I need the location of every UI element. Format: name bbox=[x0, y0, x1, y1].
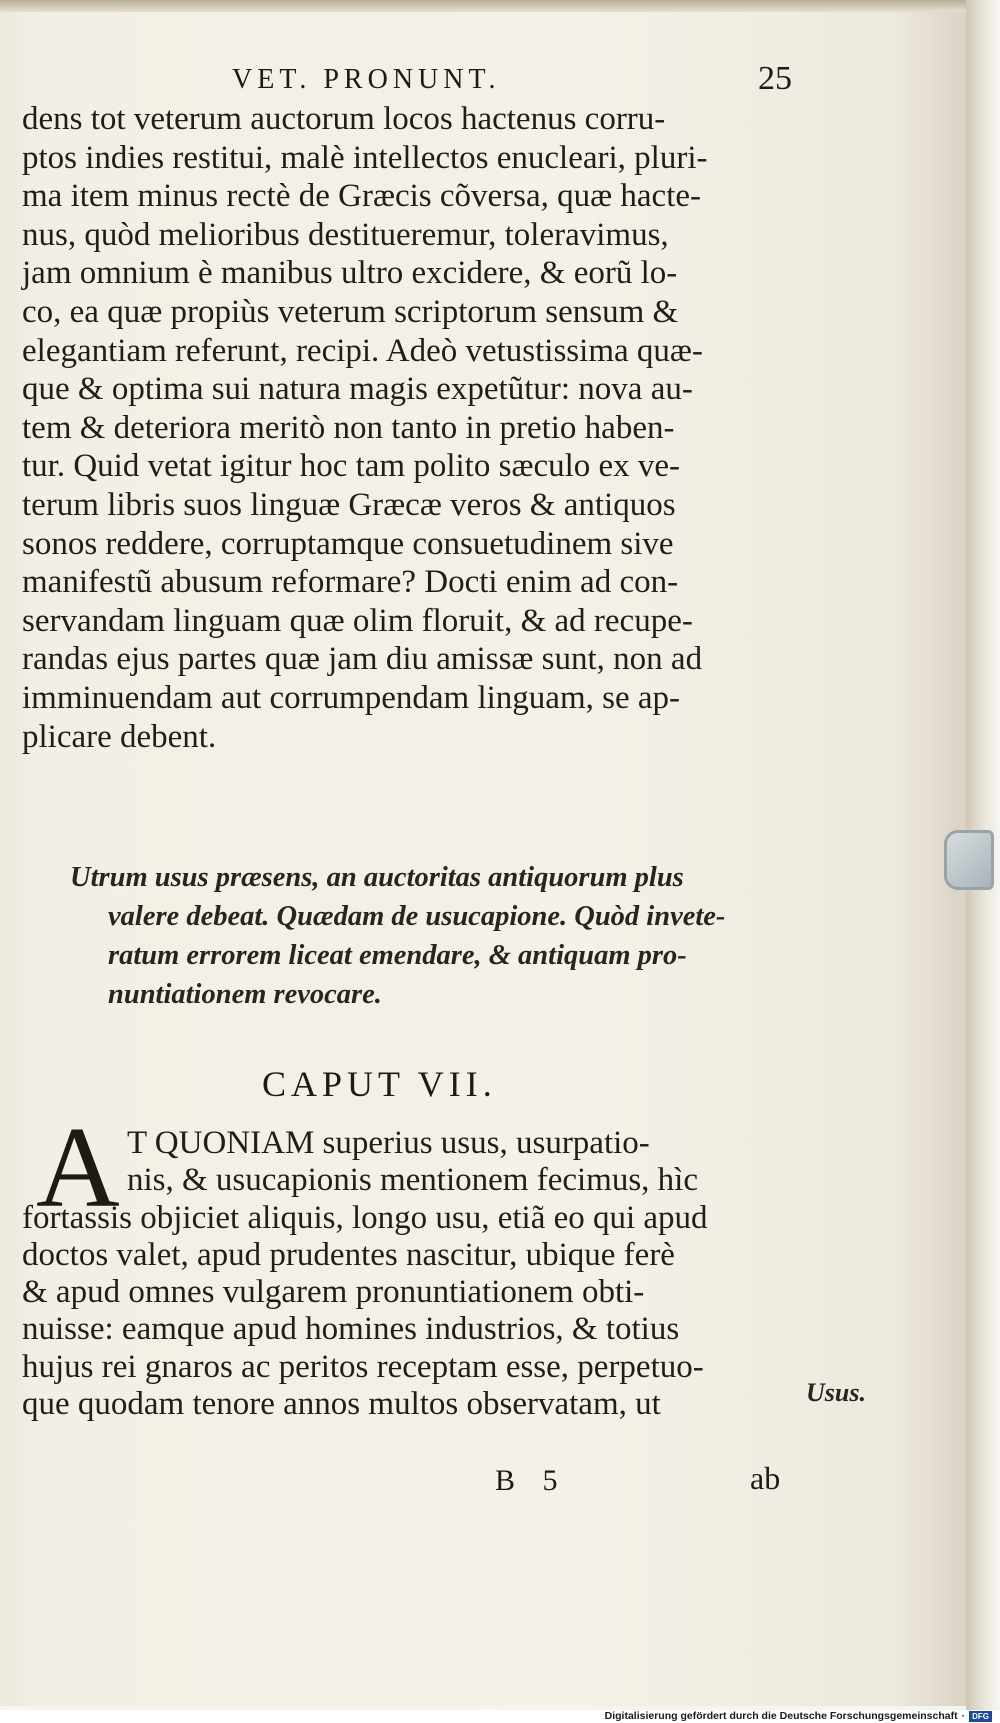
footer-credit: Digitalisierung gefördert durch die Deutsche Forschungsgemeinschaft bbox=[604, 1710, 958, 1722]
summary-line: ratum errorem liceat emendare, & antiquam pro- bbox=[108, 940, 687, 971]
summary-line: nuntiationem revocare. bbox=[108, 979, 382, 1010]
summary-line: Utrum usus præsens, an auctoritas antiquorum plus bbox=[70, 862, 684, 893]
text-line: manifestũ abusum reformare? Docti enim ad con- bbox=[22, 564, 679, 601]
dfg-logo-icon: DFG bbox=[969, 1711, 992, 1722]
top-edge bbox=[0, 0, 1000, 12]
text-line: tem & deteriora meritò non tanto in pretio haben- bbox=[22, 409, 675, 446]
text-line: randas ejus partes quæ jam diu amissæ sunt, non ad bbox=[22, 641, 703, 678]
text-line: sonos reddere, corruptamque consuetudinem sive bbox=[22, 525, 674, 562]
text-line: fortassis objiciet aliquis, longo usu, etiã eo qui apud bbox=[22, 1199, 708, 1236]
text-line: plicare debent. bbox=[22, 718, 217, 755]
signature-mark: B 5 bbox=[495, 1464, 568, 1497]
text-line: ptos indies restitui, malè intellectos enucleari, pluri- bbox=[22, 139, 708, 176]
running-head: VET. PRONUNT. bbox=[232, 64, 501, 95]
text-line: nis, & usucapionis mentionem fecimus, hìc bbox=[127, 1162, 698, 1199]
text-line: jam omnium è manibus ultro excidere, & eorũ lo- bbox=[22, 255, 678, 292]
text-line: imminuendam aut corrumpendam linguam, se ap- bbox=[22, 679, 680, 716]
page-header bbox=[232, 60, 792, 104]
page-number: 25 bbox=[758, 60, 792, 97]
chapter-summary bbox=[70, 858, 790, 1014]
text-line: nuisse: eamque apud homines industrios, & totius bbox=[22, 1311, 680, 1348]
text-line: ma item minus rectè de Græcis cõversa, quæ hacte- bbox=[22, 178, 702, 215]
text-line: terum libris suos linguæ Græcæ veros & antiquos bbox=[22, 486, 676, 523]
text-line: doctos valet, apud prudentes nascitur, ubique ferè bbox=[22, 1236, 675, 1273]
drop-cap: A bbox=[36, 1104, 120, 1232]
text-line: & apud omnes vulgarem pronuntiationem obti- bbox=[22, 1274, 645, 1311]
text-line: co, ea quæ propiùs veterum scriptorum sensum & bbox=[22, 293, 679, 330]
text-line: que quodam tenore annos multos observatam, ut bbox=[22, 1386, 661, 1423]
text-line: hujus rei gnaros ac peritos receptam esse, perpetuo- bbox=[22, 1348, 704, 1385]
body-paragraph bbox=[22, 100, 777, 756]
catchword: ab bbox=[750, 1460, 781, 1496]
digitization-footer: Digitalisierung gefördert durch die Deutsche Forschungsgemeinschaft · DFG bbox=[605, 1709, 992, 1723]
text-line: elegantiam referunt, recipi. Adeò vetustissima quæ- bbox=[22, 332, 703, 369]
text-line: T QUONIAM superius usus, usurpatio- bbox=[127, 1125, 650, 1161]
text-line: servandam linguam quæ olim floruit, & ad recupe- bbox=[22, 602, 693, 639]
text-line: nus, quòd melioribus destitueremur, toleravimus, bbox=[22, 216, 669, 253]
text-line: tur. Quid vetat igitur hoc tam polito sæculo ex ve- bbox=[22, 448, 681, 485]
text-line: que & optima sui natura magis expetũtur: nova au- bbox=[22, 371, 693, 408]
chapter-heading: CAPUT VII. bbox=[262, 1064, 497, 1104]
text-line: dens tot veterum auctorum locos hactenus corru- bbox=[22, 101, 666, 137]
page-clip bbox=[944, 830, 994, 890]
chapter-paragraph bbox=[22, 1125, 787, 1423]
marginal-note: Usus. bbox=[806, 1378, 866, 1407]
summary-line: valere debeat. Quædam de usucapione. Quòd invete- bbox=[108, 901, 726, 932]
